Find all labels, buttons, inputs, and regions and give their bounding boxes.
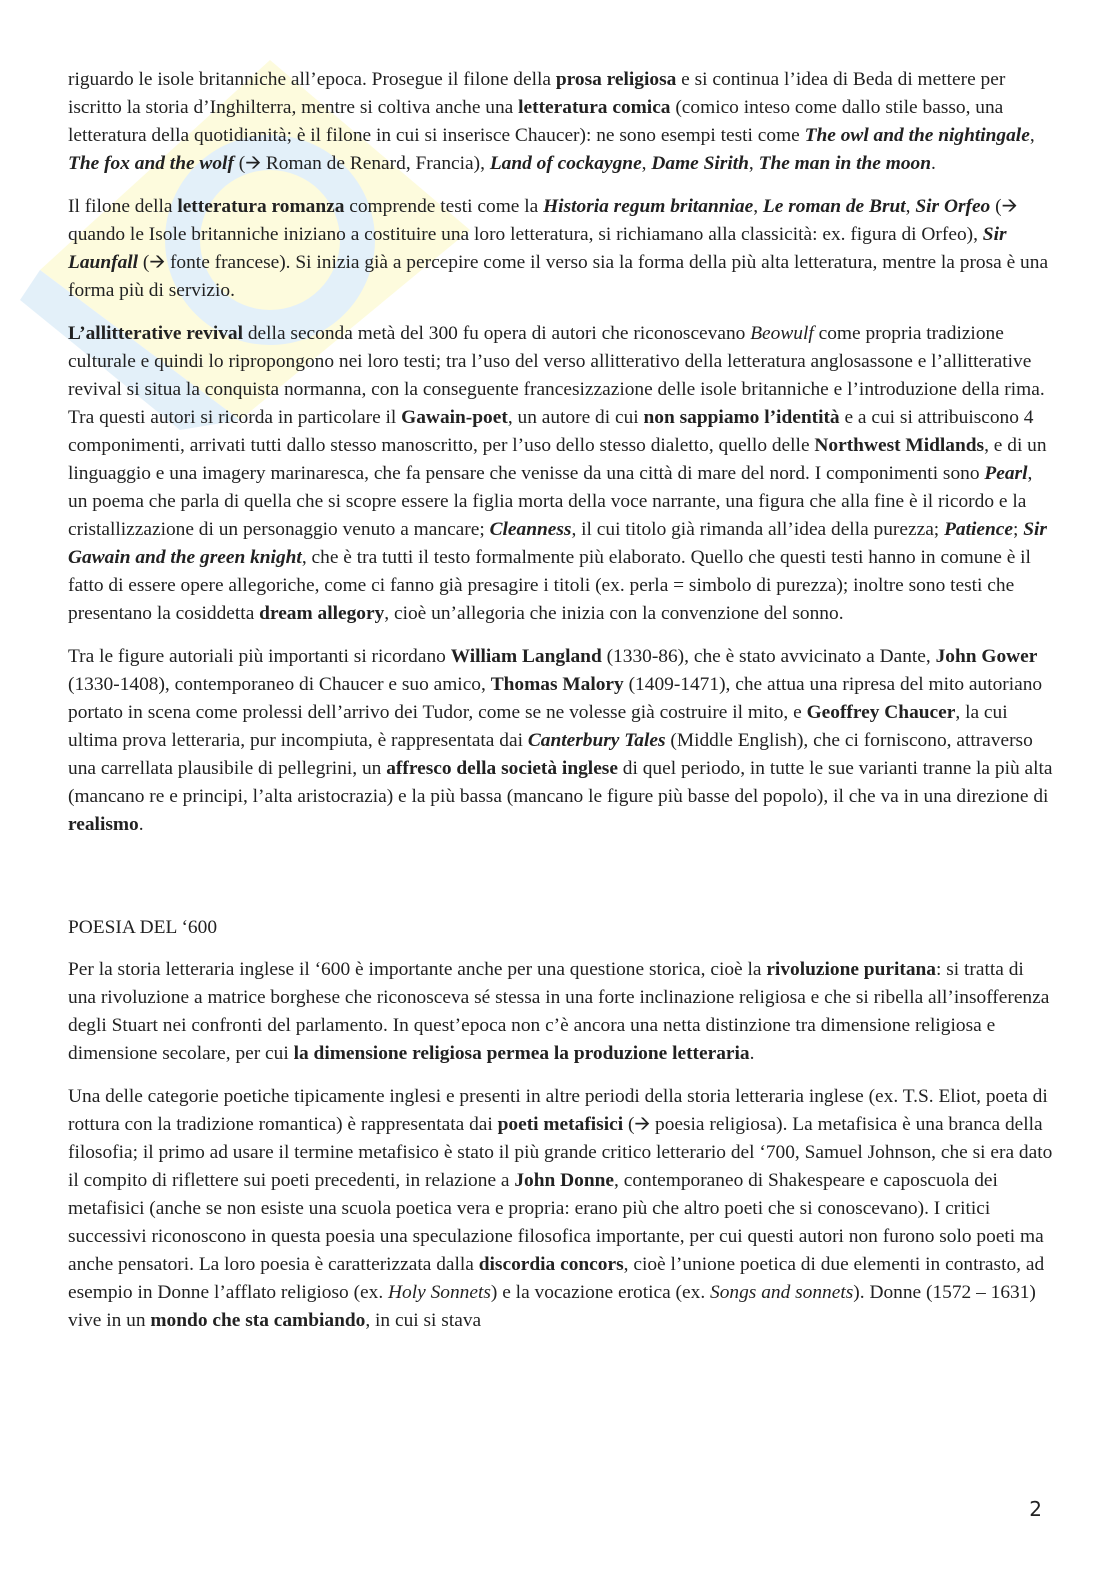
arrow-right-icon: 🡪 <box>1001 196 1018 217</box>
work-title: Patience <box>944 519 1013 540</box>
work-title: Canterbury Tales <box>527 730 666 751</box>
paragraph-2: Il filone della letteratura romanza comprende testi come la Historia regum britanniae, Le roman de Brut, Sir Orfeo (🡪 quando le Isole britanniche iniziano a costituire una loro letteratura, si richiamano alla classicità: ex. figura di Orfeo), Sir Launfall (🡪 fonte francese). Si inizia già a percepire come il verso sia la forma della più alta letteratura, mentre la prosa è una forma più di servizio. <box>68 196 1049 301</box>
work-title: The owl and the nightingale <box>804 125 1030 146</box>
work-title: Dame Sirith <box>651 153 749 174</box>
paragraph-3: L’allitterative revival della seconda metà del 300 fu opera di autori che riconoscevano Beowulf come propria tradizione culturale e quindi lo ripropongono nei loro testi; tra l’uso del verso allitterativo della letteratura anglosassone e l’allitterative revival si situa la conquista normanna, con la conseguente francesizzazione delle isole britanniche e l’introduzione della rima. Tra questi autori si ricorda in particolare il Gawain-poet, un autore di cui non sappiamo l’identità e a cui si attribuiscono 4 componimenti, arrivati tutti dallo stesso manoscritto, per l’uso dello stesso dialetto, quello delle Northwest Midlands, e di un linguaggio e una imagery marinaresca, che fa pensare che venisse da una città di mare del nord. I componimenti sono Pearl, un poema che parla di quella che si scopre essere la figlia morta della voce narrante, una figura che alla fine è il ricordo e la cristallizzazione di un personaggio venuto a mancare; Cleanness, il cui titolo già rimanda all’idea della purezza; Patience; Sir Gawain and the green knight, che è tra tutti il testo formalmente più elaborato. Quello che questi testi hanno in comune è il fatto di essere opere allegoriche, come ci fanno già presagire i titoli (ex. perla = simbolo di purezza); inoltre sono testi che presentano la cosiddetta dream allegory, cioè un’allegoria che inizia con la convenzione del sonno. <box>68 323 1047 624</box>
paragraph-5: Per la storia letteraria inglese il ‘600 è importante anche per una questione storica, cioè la rivoluzione puritana: si tratta di una rivoluzione a matrice borghese che riconosceva sé stessa in una forte inclinazione religiosa e che si ribella all’insofferenza degli Stuart nei confronti del parlamento. In quest’epoca non c’è ancora una netta distinzione tra dimensione religiosa e dimensione secolare, per cui la dimensione religiosa permea la produzione letteraria. <box>68 959 1050 1064</box>
work-title: Pearl <box>984 463 1028 484</box>
paragraph-1: riguardo le isole britanniche all’epoca. Prosegue il filone della prosa religiosa e si continua l’idea di Beda di mettere per iscritto la storia d’Inghilterra, mentre si coltiva anche una letteratura comica (comico inteso come dallo stile basso, una letteratura della quotidianità; è il filone in cui si inserisce Chaucer): ne sono esempi testi come The owl and the nightingale, The fox and the wolf (🡪 Roman de Renard, Francia), Land of cockaygne, Dame Sirith, The man in the moon. <box>68 69 1035 174</box>
document-body <box>68 66 1053 1350</box>
paragraph-6: Una delle categorie poetiche tipicamente inglesi e presenti in altre periodi della storia letteraria inglese (ex. T.S. Eliot, poeta di rottura con la tradizione romantica) è rappresentata dai poeti metafisici (🡪 poesia religiosa). La metafisica è una branca della filosofia; il primo ad usare il termine metafisico è stato il più grande critico letterario del ‘700, Samuel Johnson, che si era dato il compito di riflettere sui poeti precedenti, in relazione a John Donne, contemporaneo di Shakespeare e caposcuola dei metafisici (anche se non esiste una scuola poetica vera e propria: erano più che altro poeti che si conoscevano). I critici successivi riconoscono in questa poesia una speculazione filosofica importante, per cui questi autori non furono solo poeti ma anche pensatori. La loro poesia è caratterizzata dalla discordia concors, cioè l’unione poetica di due elementi in contrasto, ad esempio in Donne l’afflato religioso (ex. Holy Sonnets) e la vocazione erotica (ex. Songs and sonnets). Donne (1572 – 1631) vive in un mondo che sta cambiando, in cui si stava <box>68 1086 1053 1331</box>
arrow-right-icon: 🡪 <box>634 1114 651 1135</box>
work-title: Cleanness <box>489 519 572 540</box>
section-heading: POESIA DEL ‘600 <box>68 917 218 938</box>
work-title: The fox and the wolf <box>68 153 234 174</box>
paragraph-4: Tra le figure autoriali più importanti si ricordano William Langland (1330-86), che è stato avvicinato a Dante, John Gower (1330-1408), contemporaneo di Chaucer e suo amico, Thomas Malory (1409-1471), che attua una ripresa del mito autoriano portato in scena come prolessi dell’arrivo dei Tudor, come se ne volesse già costruire il mito, e Geoffrey Chaucer, la cui ultima prova letteraria, pur incompiuta, è rappresentata dai Canterbury Tales (Middle English), che ci forniscono, attraverso una carrellata plausibile di pellegrini, un affresco della società inglese di quel periodo, in tutte le sue varianti tranne la più alta (mancano re e principi, l’alta aristocrazia) e la più bassa (mancano le figure più basse del popolo), il che va in una direzione di realismo. <box>68 646 1053 835</box>
work-title: Sir Orfeo <box>915 196 991 217</box>
work-title: Land of cockaygne <box>489 153 642 174</box>
arrow-right-icon: 🡪 <box>245 153 261 174</box>
work-title: Historia regum britanniae <box>543 196 754 217</box>
work-title: Sir Gawain and the green knight <box>68 519 1047 568</box>
work-title: Le roman de Brut <box>762 196 906 217</box>
page-number: 2 <box>1029 1497 1042 1521</box>
work-title: Sir Launfall <box>68 224 1007 273</box>
arrow-right-icon: 🡪 <box>149 252 166 273</box>
work-title: The man in the moon <box>758 153 931 174</box>
